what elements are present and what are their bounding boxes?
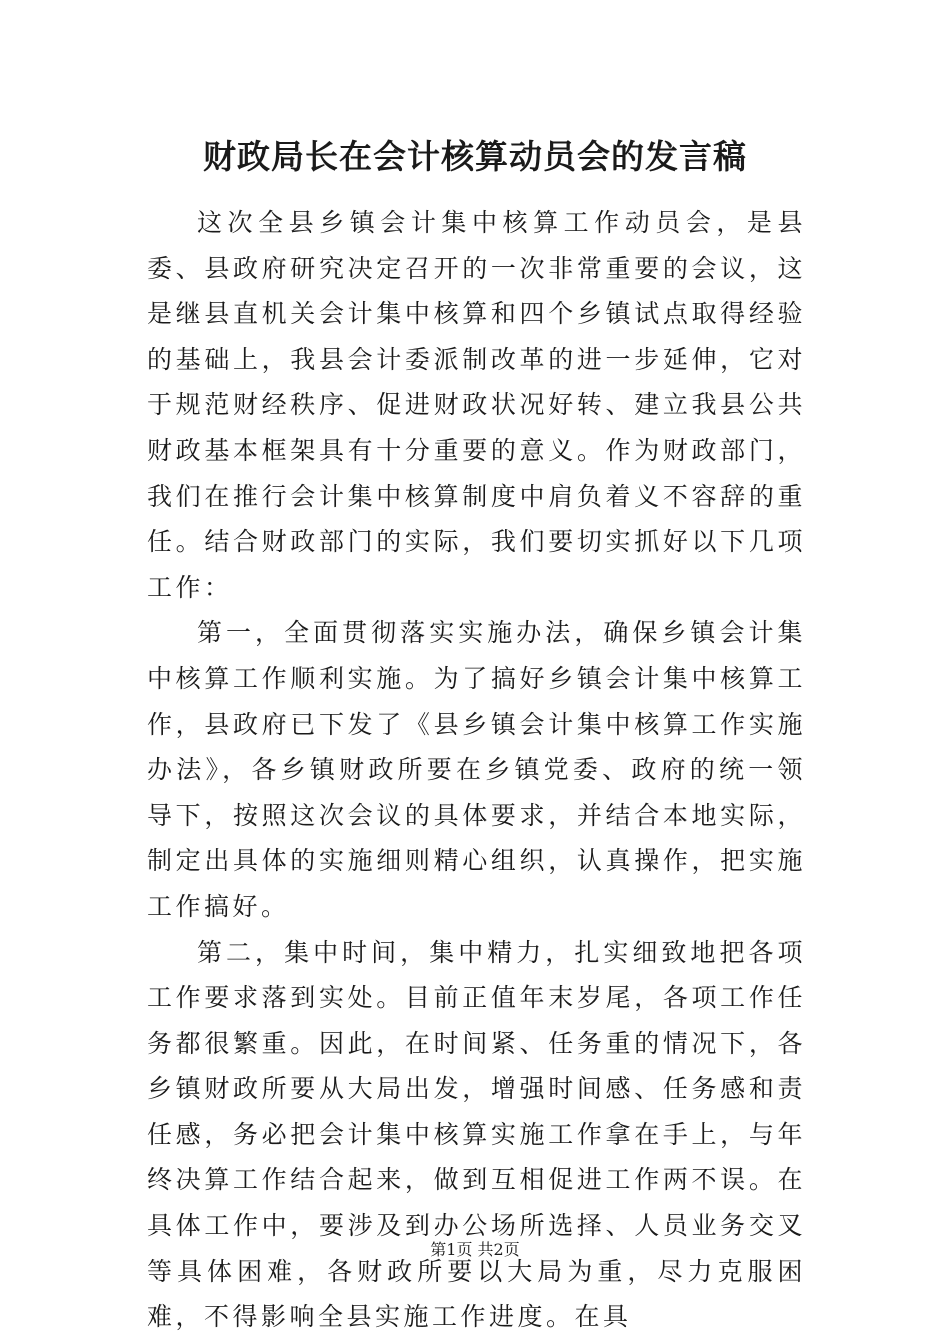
page-footer: 第1页 共2页 xyxy=(430,1240,520,1259)
document-title: 财政局长在会计核算动员会的发言稿 xyxy=(203,137,747,176)
document-body xyxy=(147,200,806,1340)
paragraph-3: 第二，集中时间，集中精力，扎实细致地把各项工作要求落到实处。目前正值年末岁尾，各项工作任务都很繁重。因此，在时间紧、任务重的情况下，各乡镇财政所要从大局出发，增强时间感、任务感和责任感，务必把会计集中核算实施工作拿在手上，与年终决算工作结合起来，做到互相促进工作两不误。在具体工作中，要涉及到办公场所选择、人员业务交叉等具体困难，各财政所要以大局为重，尽力克服困难，不得影响全县实施工作进度。在具 xyxy=(147,937,806,1332)
paragraph-1: 这次全县乡镇会计集中核算工作动员会，是县委、县政府研究决定召开的一次非常重要的会议，这是继县直机关会计集中核算和四个乡镇试点取得经验的基础上，我县会计委派制改革的进一步延伸，它对于规范财经秩序、促进财政状况好转、建立我县公共财政基本框架具有十分重要的意义。作为财政部门，我们在推行会计集中核算制度中肩负着义不容辞的重任。结合财政部门的实际，我们要切实抓好以下几项工作： xyxy=(147,208,806,602)
paragraph-2: 第一，全面贯彻落实实施办法，确保乡镇会计集中核算工作顺利实施。为了搞好乡镇会计集中核算工作，县政府已下发了《县乡镇会计集中核算工作实施办法》，各乡镇财政所要在乡镇党委、政府的统一领导下，按照这次会议的具体要求，并结合本地实际，制定出具体的实施细则精心组织，认真操作，把实施工作搞好。 xyxy=(147,618,806,921)
